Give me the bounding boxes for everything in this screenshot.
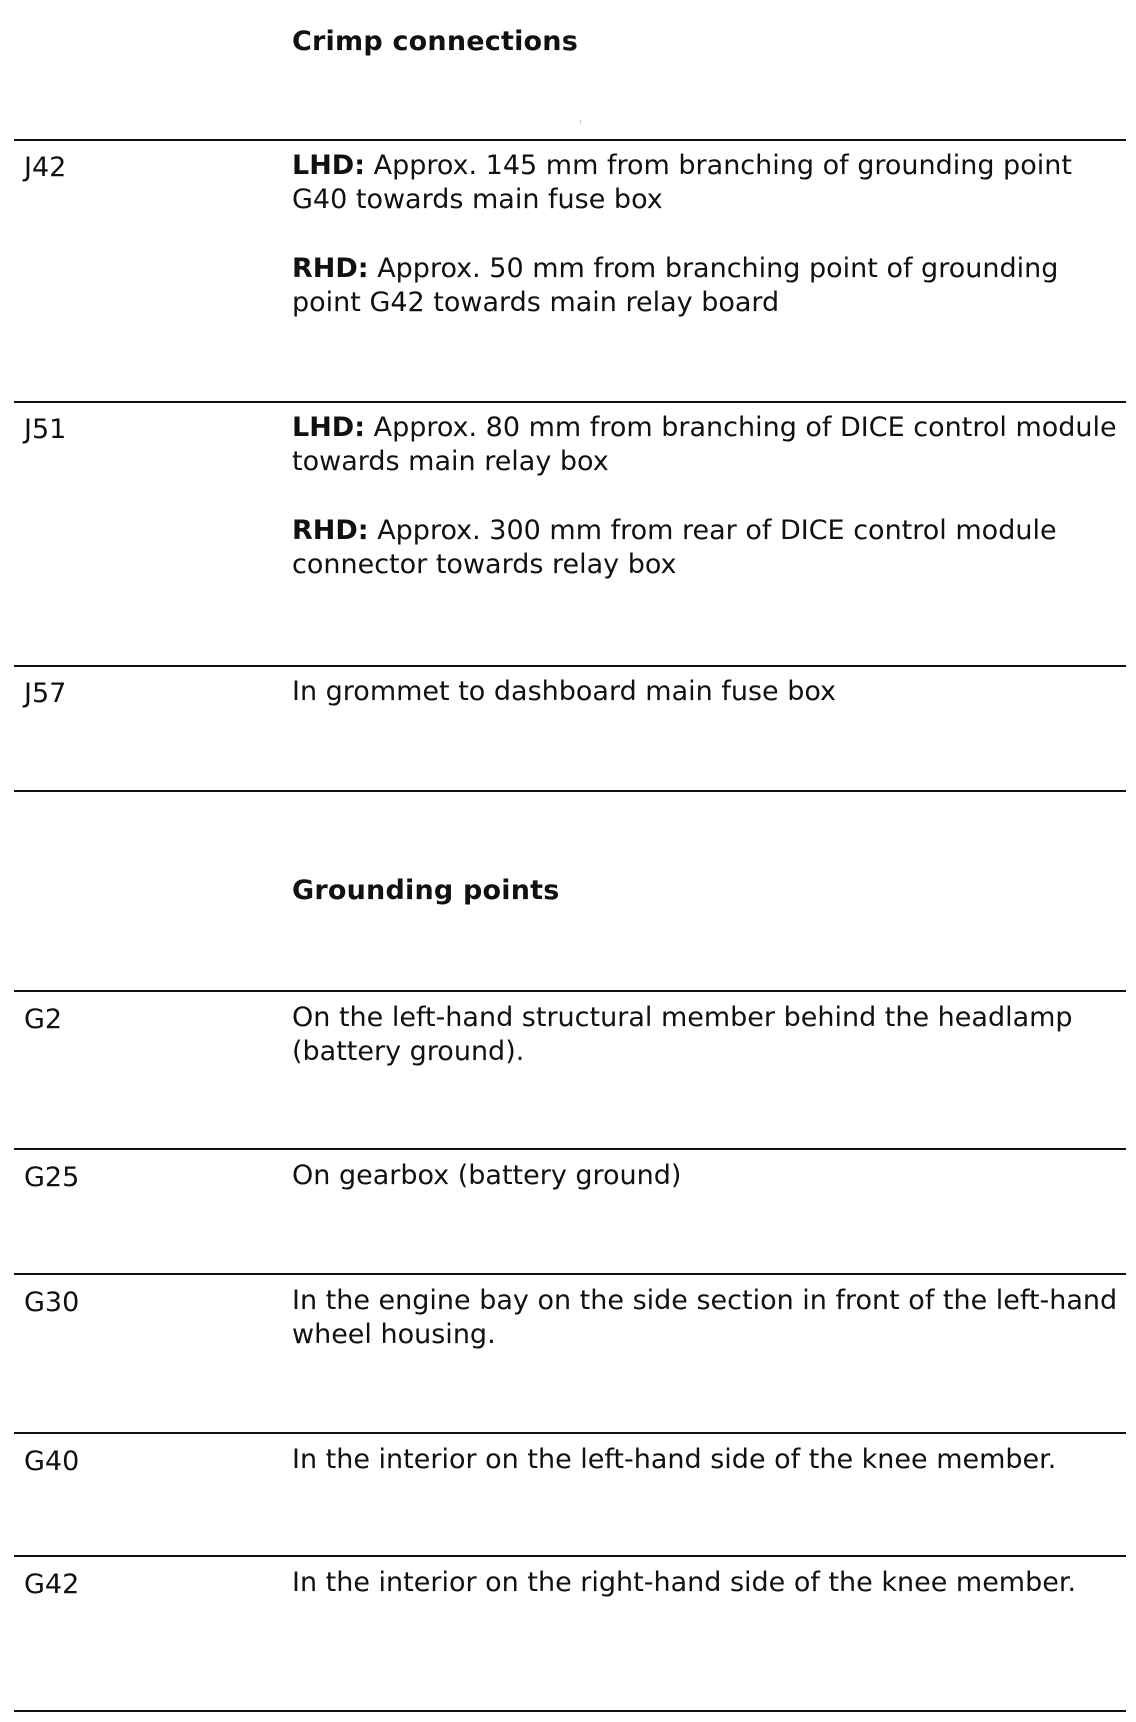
connection-description xyxy=(292,675,1122,709)
table-rule xyxy=(14,1555,1126,1557)
location-text: In the interior on the right-hand side of the knee member. xyxy=(292,1567,1077,1598)
grounding-points-heading: Grounding points xyxy=(292,875,560,906)
table-rule xyxy=(14,139,1126,141)
connection-code: J42 xyxy=(24,152,67,183)
lhd-note xyxy=(292,411,1122,479)
ground-description xyxy=(292,1443,1122,1477)
ground-code: G2 xyxy=(24,1004,63,1035)
connection-description xyxy=(292,411,1122,582)
rhd-text: Approx. 300 mm from rear of DICE control module connector towards relay box xyxy=(292,515,1057,580)
lhd-text: Approx. 145 mm from branching of grounding point G40 towards main fuse box xyxy=(292,150,1072,215)
ground-description xyxy=(292,1159,1122,1193)
connection-code: J51 xyxy=(24,414,67,445)
table-rule xyxy=(14,1432,1126,1434)
location-text: In grommet to dashboard main fuse box xyxy=(292,676,837,707)
lhd-text: Approx. 80 mm from branching of DICE control module towards main relay box xyxy=(292,412,1117,477)
lhd-label: LHD: xyxy=(292,150,366,181)
table-rule xyxy=(14,790,1126,792)
connection-code: J57 xyxy=(24,678,67,709)
scan-artifact-mark xyxy=(580,120,581,124)
crimp-connections-heading: Crimp connections xyxy=(292,26,578,57)
location-text: In the interior on the left-hand side of the knee member. xyxy=(292,1444,1057,1475)
table-rule xyxy=(14,401,1126,403)
location-text: On the left-hand structural member behind the headlamp (battery ground). xyxy=(292,1002,1073,1067)
location-text: In the engine bay on the side section in front of the left-hand wheel housing. xyxy=(292,1285,1118,1350)
ground-code: G30 xyxy=(24,1287,80,1318)
ground-code: G40 xyxy=(24,1446,80,1477)
table-rule xyxy=(14,1710,1126,1712)
ground-description xyxy=(292,1566,1122,1600)
location-text: On gearbox (battery ground) xyxy=(292,1160,682,1191)
table-rule xyxy=(14,1148,1126,1150)
connection-description xyxy=(292,149,1122,320)
rhd-note xyxy=(292,514,1122,582)
rhd-label: RHD: xyxy=(292,515,369,546)
table-rule xyxy=(14,665,1126,667)
ground-description xyxy=(292,1284,1122,1352)
table-rule xyxy=(14,990,1126,992)
ground-code: G25 xyxy=(24,1162,80,1193)
rhd-note xyxy=(292,252,1122,320)
rhd-label: RHD: xyxy=(292,253,369,284)
lhd-note xyxy=(292,149,1122,217)
lhd-label: LHD: xyxy=(292,412,366,443)
table-rule xyxy=(14,1273,1126,1275)
ground-code: G42 xyxy=(24,1569,80,1600)
rhd-text: Approx. 50 mm from branching point of grounding point G42 towards main relay board xyxy=(292,253,1059,318)
ground-description xyxy=(292,1001,1122,1069)
